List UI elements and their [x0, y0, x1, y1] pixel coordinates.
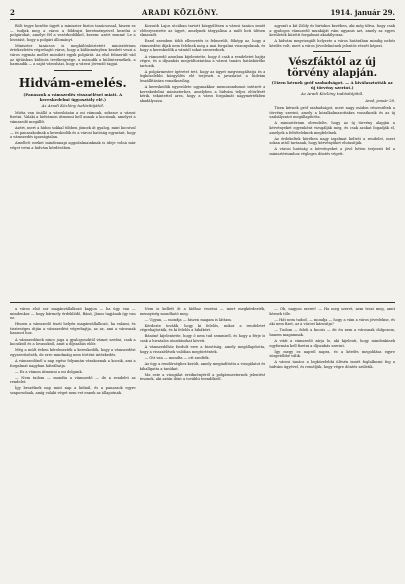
page-header — [10, 8, 395, 20]
article-paragraph: Kossuth Lajos utcában tartott közgyűlésen a városi tanács ismét előterjesztette az ügyet, amelynek tárgyalása a múlt heti ülésen elmaradt. — [139, 24, 266, 38]
article-paragraph: Nem is kellett őt a hídhoz vezetni — mert megkérdezték, mennyiség mondható meg. — [139, 307, 266, 316]
masthead-title: ARADI KÖZLÖNY. — [142, 8, 219, 17]
article-paragraph: Bölt tegye kezébe ügyét a miniszter biztos tanácsossal, hiszen ez — tudjuk meg a város a földrajzi keretményeivel kezelni a polgárokat, amelye fél a vezérkedőkkel, kezem: azért semmi! Le a hivatást, hogy a polgári állományt. — [10, 24, 136, 42]
article-paragraph: A polgármester ígéretet tett, hogy az ügyet megvizsgáltatja és a legközelebbi közgyűlés elé terjeszti a javaslatot a hidvám leszállítására vonatkozólag. — [139, 69, 266, 84]
article-paragraph: Azért, mert a hídon sokkal többen jönnek át gyalog, mint kocsival — és panaszkodnak a kereskedők és a városi hatóság egyaránt, hogy a vámszedés igazságtalan. — [10, 126, 136, 140]
dateline: Arad, január 28. — [365, 99, 396, 104]
article-paragraph: A vitát a vámszedő zárja le, aki kijelenti, hogy mindenkinek egyformán kell fizetni a díjszabás szerint. — [269, 339, 396, 348]
column-2 — [140, 24, 266, 299]
article-paragraph: A városi hatóság a kérvényeket a jövő héten terjeszti fel a minisztériumhoz végleges döntés végett. — [269, 147, 396, 156]
article-paragraph: Még a múlt évben kérelmezték a kereskedők, hogy a vámszedést egyszerűsítsék, de erre mindmáig nem történt intézkedés. — [10, 348, 136, 357]
column-1-bottom — [10, 307, 136, 567]
article-paragraph: Az érdekeltek körében nagy izgalmat keltett a rendelet, mert sokan attól tartanak, hogy kérvényüket elutasítják. — [269, 136, 396, 146]
article-paragraph: A minisztérium elrendelte, hogy az új törvény alapján a kérvényeket egyenként vizsgálják meg, és csak azokat fogadják el, amelyek a feltételeknek megfelelnek. — [269, 121, 396, 135]
article-headline: Hidvám-emelés. — [18, 75, 127, 90]
article-paragraph: A vámszedőhöz fordult erre a bizottság, amely megállapította, hogy a visszaélések valóban megtörténtek. — [139, 345, 266, 354]
article-paragraph: — Nem tudom — mondta a vámszedő — de a rendelet az rendelet. — [10, 375, 136, 385]
column-1 — [10, 24, 136, 299]
article-paragraph: A vámszedőnek nincs joga a gyalogosoktól vámot szedni, csak a kocsiktól és a lovasoktól, amit a díjszabás előír. — [10, 337, 136, 347]
article-paragraph: — Tudom — feleli a kocsis — de én nem a városnak dolgozom, hanem magamnak. — [269, 328, 396, 337]
article-paragraph: Amellett ezeket mindennapi aggodalmainknak is ideje volna már véget vetni a hidvám kérdésében. — [10, 141, 136, 150]
article-paragraph: Kérdezte tovább, hogy ki felelős, mikor a rendeletet végrehajtották, és ki felelős a hibákért. — [139, 323, 266, 333]
divider — [313, 51, 351, 52]
article-paragraph: A vámszedőnél a nap egész folyamán várakoznak a kocsik, ami a forgalmat nagyban hátráltatja. — [10, 358, 136, 368]
article-paragraph: A hidvám megvizsgált helyzete a város határában mindig nehéz kérdés volt, mert a város jövedelmének jelentős részét képezi. — [269, 39, 396, 48]
article-paragraph: Így beszélnek nap mint nap a hídnál, és a panaszok egyre szaporodnak, amíg valaki véget nem vet ennek az állapotnak. — [10, 386, 136, 395]
article-paragraph: A városi tanács a legközelebbi ülésén ismét foglalkozni fog a hidvám ügyével, és reméljük, hogy végre döntés születik. — [269, 360, 396, 370]
article-paragraph: — Ez a vámon átmenni a mi dolgunk. — [15, 369, 83, 374]
article-paragraph: Hiszen a vámszedő tiszti helyén magánvállalkozó, ha valami, és tiszteséges útján a vámszedést végrehajtja, az az, ami a városnak hasznot hoz. — [10, 322, 136, 336]
article-paragraph: Az ügy a rendőrséghez került, amely megindította a vizsgálatot és kihallgatta a tanúkat. — [139, 361, 266, 371]
article-paragraph: Ezzel szemben több ellenvetés is felmerült, főképp az, hogy a vámszedési díjak nem felelnek meg a mai forgalmi viszonyoknak, és hogy a kereskedők a vámtól sokat szenvednek. — [139, 39, 266, 53]
top-columns — [10, 24, 395, 299]
article-paragraph: A kereskedők egyesülete ugyanakkor memorandumot intézett a kereskedelmi miniszterhez, amelyben a hidvám teljes eltörlését kérik, tekintettel arra, hogy a város forgalmát nagymértékben akadályozza. — [139, 85, 266, 103]
section-divider — [10, 302, 395, 303]
article-byline: Az Aradi Közlöny tudósítójától. — [41, 102, 105, 108]
article-paragraph: — Hát nem tudod, — mondja — hogy a vám a város jövedelme, és aki nem fizet, az a várost károsítja? — [269, 317, 396, 327]
article-subheadline: (Tízen kérnek gróf szabadságot. — A kiválasztották az új törvény szerint.) — [271, 80, 393, 91]
article-paragraph: a város első sor magánvállalkozó kapjon — ha úgy van — mindenkor — hogy bármely érdeklődő, Bánó, János tagjának így van ez. — [10, 307, 136, 321]
page-number: 2 — [10, 8, 15, 17]
column-2-bottom — [140, 307, 266, 567]
article-paragraph: A vámszedő azonban kijelentette, hogy ő csak a rendeletet hajtja végre, és a díjszabás megváltoztatása a városi tanács hatáskörébe tartozik. — [139, 54, 266, 68]
bottom-columns — [10, 307, 395, 567]
article-subheadline: (Panaszok a vámszedés visszaélései miatt. A kereskedelmi ügyosztály elé.) — [23, 91, 123, 102]
column-3-bottom — [269, 307, 395, 567]
article-headline: Vészfáktól az új törvény alapján. — [287, 57, 378, 80]
article-paragraph: Így megy ez napról napra, és a kérdés megoldása egyre sürgetőbbé válik. — [269, 349, 396, 359]
article-paragraph: Miniszter tanácsos is megkülönböztetett minisztérium értekezletén végrehajtó város, hogy a különményben kezdett veszi a város egymás mellet mondott egyik polgárát. Az első felmerült vád az újításban különös tevékenysége, a második a különtermékek, a harmadik — a saját városházi, hogy a városi jövendő tagjai. — [10, 43, 136, 67]
article-paragraph: Tízen kérnek gróf szabadságot, mert nagy módon részesültek a törvény szerint, amely a közalkalmazottakra vonatkozik és az új szabályzatot megállapította. — [269, 106, 396, 120]
article-paragraph: Ma este a vizsgálat eredményéről a polgármesternek jelentést tesznek, aki aztán dönt a további teendőkről. — [139, 372, 266, 382]
article-paragraph: — Ott van — mondta — ott szedték. — [144, 355, 210, 360]
issue-date: 1914. január 29. — [330, 8, 395, 17]
column-3 — [269, 24, 395, 299]
article-paragraph: — Oh, nagyon szeret! — Ha meg szeret, nem teszi meg, amit kérnek tőle. — [269, 307, 396, 316]
article-paragraph: Bánóné kijelentette, hogy ő nem tud semmiről, és hogy a férje is csak a hivatalos utasításokat követi. — [139, 334, 266, 344]
article-paragraph: — Ugyan, — mondja — hiszen magam is láttam. — [144, 317, 232, 322]
article-byline: Az Aradi Közlöny tudósítójától. — [300, 91, 364, 97]
divider — [54, 70, 92, 71]
article-paragraph: Mióta van önálló a városházán a mi vámunk, sokszor a várost fizetni. Valaki a hidvámon átmenni kell annak a kocsinak, amelyet a vámszedő megállít. — [10, 110, 136, 125]
article-paragraph: agyonít a kit Zöldy és birtokos kezében, aki még tiltva, hogy csak a gyalogos vámszedő munkáját vám ugyanis azt, amely az egyes kerületek közötti forgalmat akadályozza. — [269, 24, 396, 38]
